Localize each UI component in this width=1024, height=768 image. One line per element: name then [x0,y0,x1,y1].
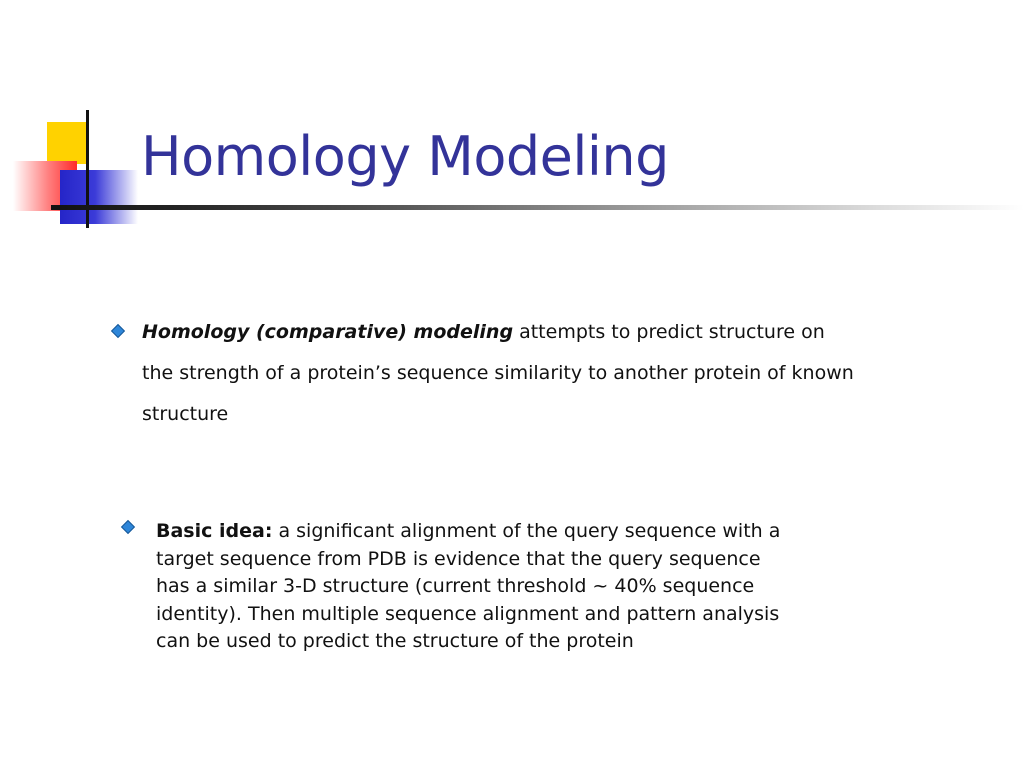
bullet-line [156,518,936,546]
bullet-line: can be used to predict the structure of the protein [156,630,634,652]
logo-yellow-square [47,122,89,164]
diamond-bullet-icon [121,520,135,534]
diamond-bullet-icon [111,324,125,338]
logo-vertical-line [86,110,89,228]
bullet-text: attempts to predict structure on [513,321,825,343]
slide-title: Homology Modeling [141,125,669,188]
logo-blue-square [60,170,138,224]
bullet-lead-text: Homology (comparative) modeling [142,321,514,343]
bullet-homology-modeling [142,312,1017,435]
bullet-line: has a similar 3-D structure (current threshold ~ 40% sequence [156,575,755,597]
bullet-basic-idea [156,518,936,656]
bullet-line: the strength of a protein’s sequence similarity to another protein of known [142,362,854,384]
bullet-line: identity). Then multiple sequence alignment and pattern analysis [156,602,780,625]
bullet-text: a significant alignment of the query sequence with a [272,520,781,542]
bullet-line [142,312,1017,353]
bullet-line: target sequence from PDB is evidence that the query sequence [156,547,761,570]
title-underline [51,205,1024,210]
bullet-lead-text: Basic idea: [156,520,273,542]
bullet-line: structure [142,403,229,425]
